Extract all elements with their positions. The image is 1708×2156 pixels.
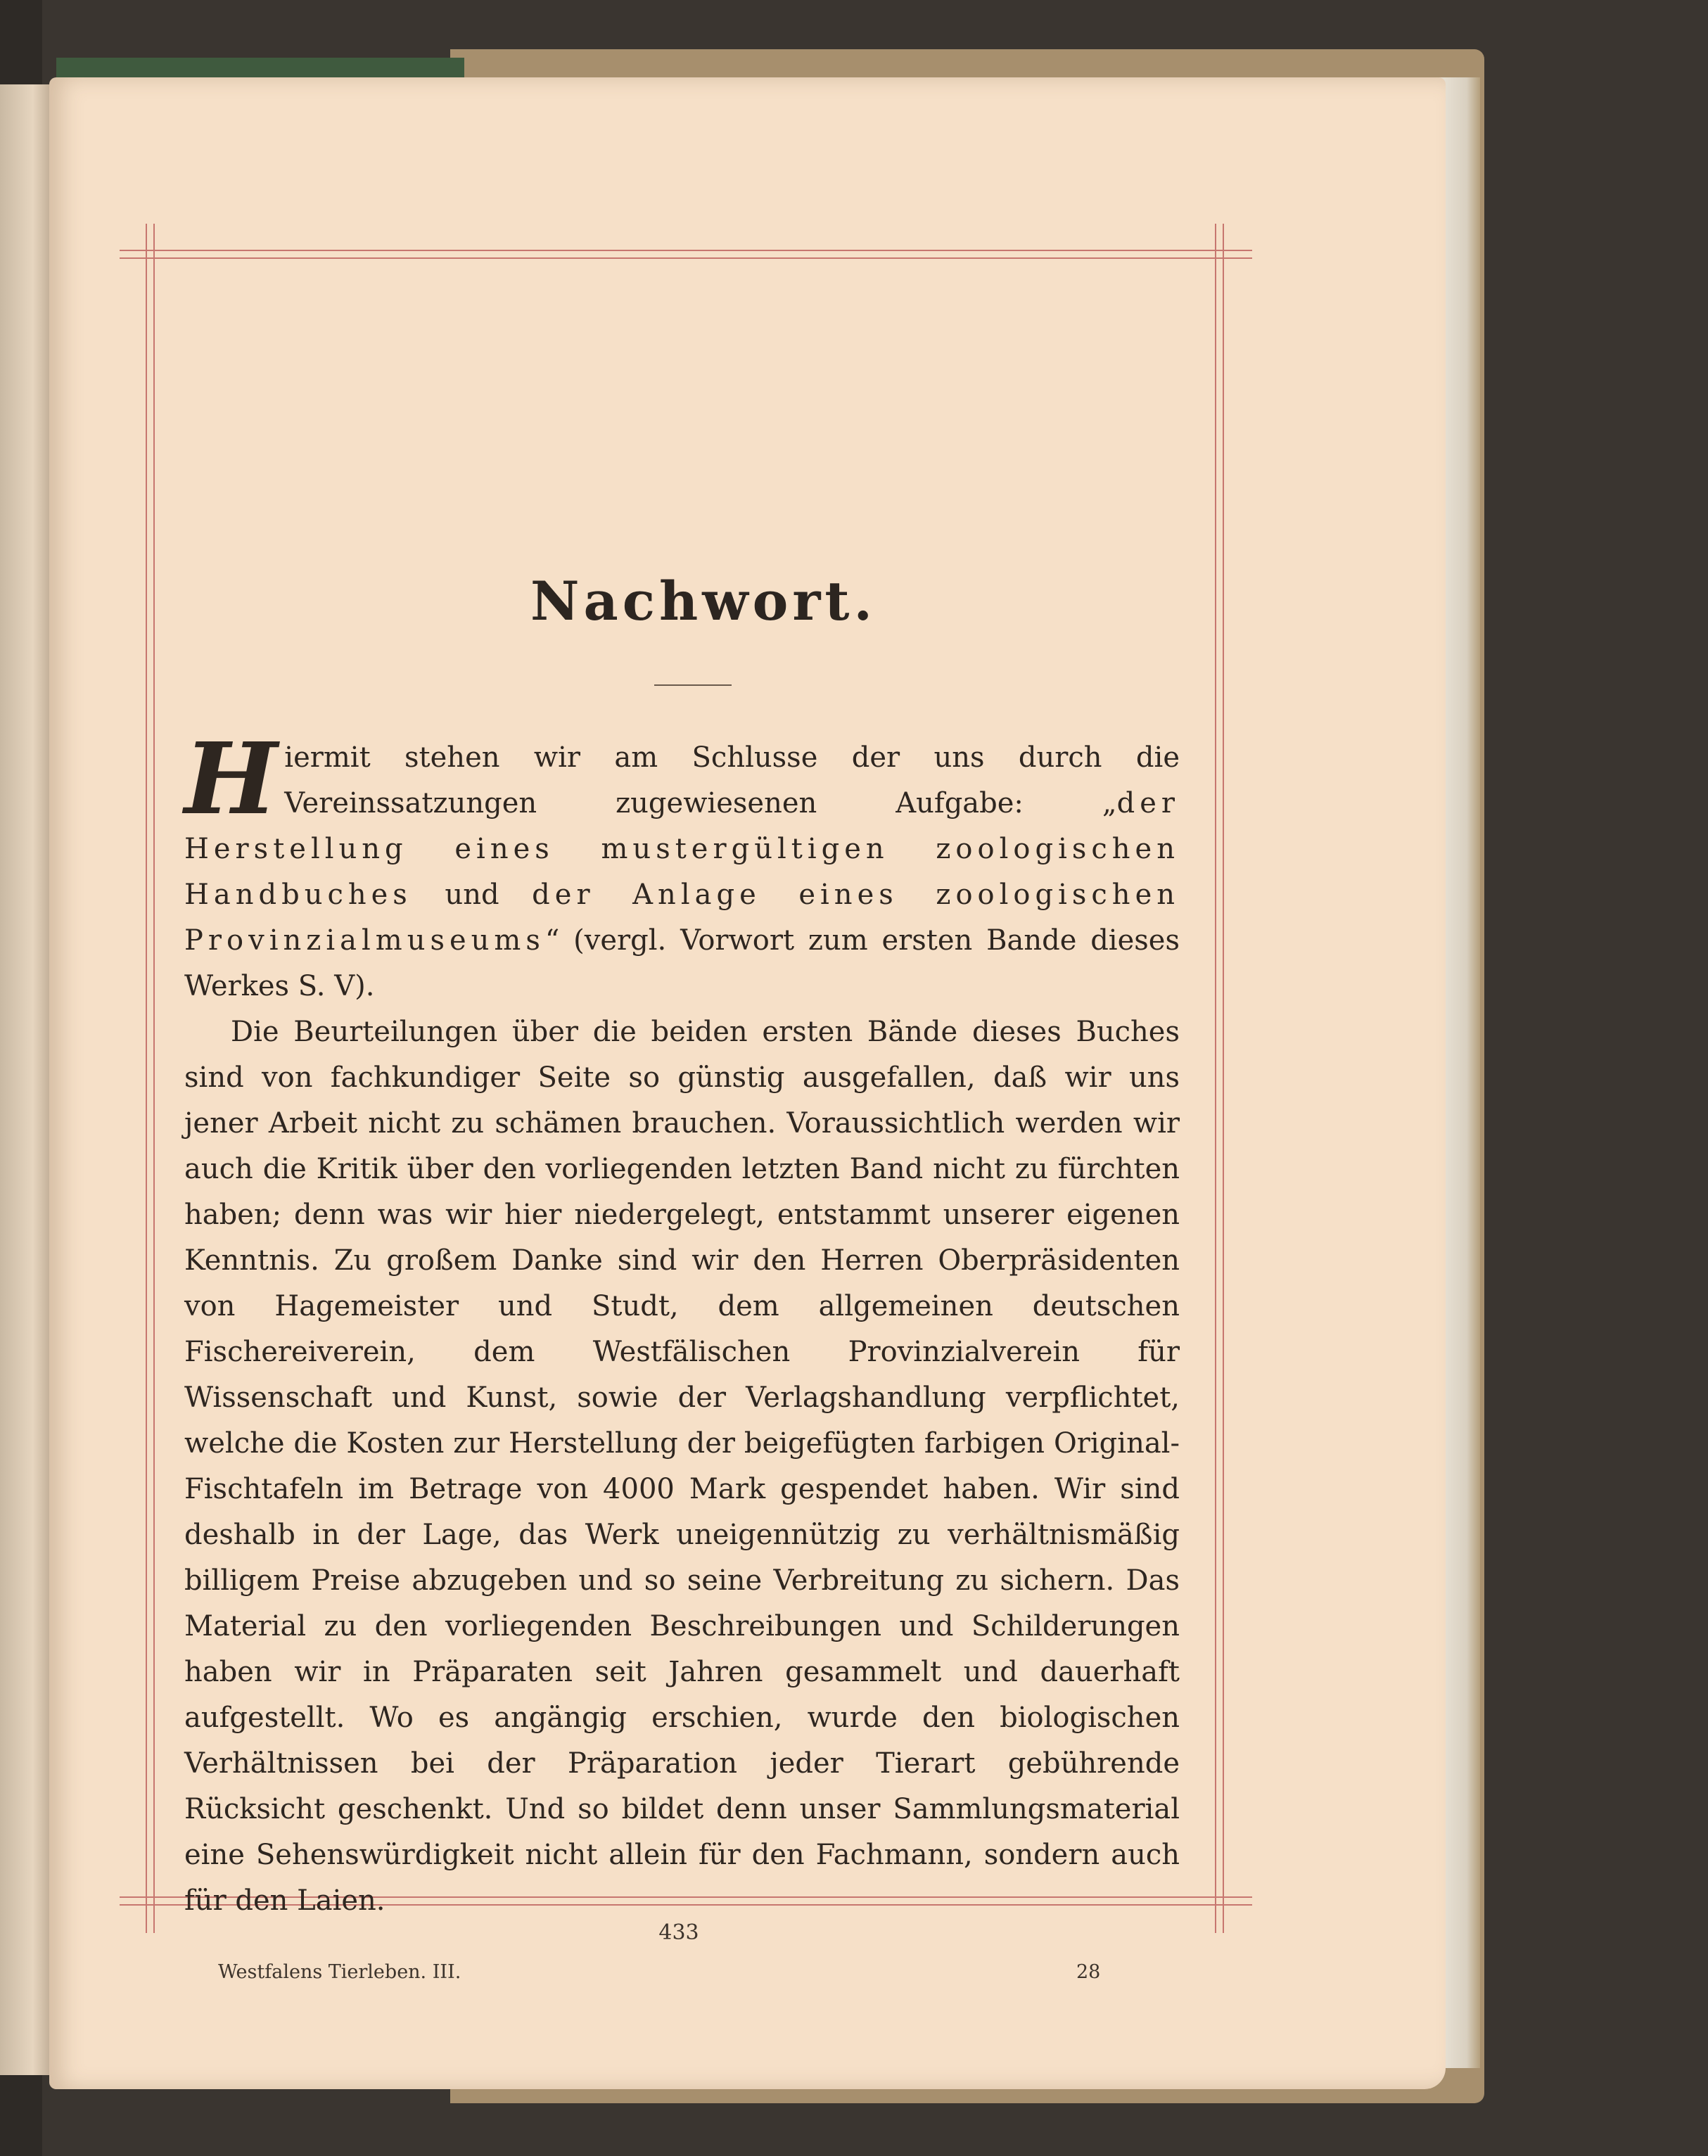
facing-page-edge <box>0 84 55 2075</box>
title-divider <box>654 684 732 686</box>
footer-signature-mark: 28 <box>1076 1961 1101 1983</box>
paragraph-1-opening: iermit stehen wir am Schlusse der uns durch die Vereinssatzungen zugewiesenen Aufgabe: „ <box>284 741 1180 819</box>
footer-book-title: Westfalens Tierleben. III. <box>218 1961 461 1983</box>
drop-capital: H <box>184 722 278 837</box>
paragraph-1-middle: und <box>412 879 533 911</box>
frame-top-line <box>120 250 1252 251</box>
frame-left-line <box>146 224 147 1933</box>
page-title: Nachwort. <box>530 570 877 632</box>
spaced-quote-2: der Anlage eines zoologischen Provinzialmuseums <box>184 879 1180 957</box>
frame-right-line <box>1215 224 1216 1933</box>
paragraph-1-closing: “ (vergl. Vorwort zum ersten Bande dieses Werkes S. V). <box>184 924 1180 1002</box>
frame-left-line-inner <box>153 224 155 1933</box>
page-number: 433 <box>658 1920 699 1945</box>
frame-top-line-inner <box>120 257 1252 259</box>
paragraph-2: Die Beurteilungen über die beiden ersten Bände dieses Buches sind von fachkundiger Seite so günstig ausgefallen, daß wir uns jener Arbeit nicht zu schämen brauchen. Voraussichtlich werden wir auch die Kritik über den vorliegenden letzten Band nicht zu fürchten haben; denn was wir hier niedergelegt, entstammt unserer eigenen Kenntnis. Zu großem Danke sind wir den Herren Oberpräsidenten von Hagemeister und Studt, dem allgemeinen deutschen Fischereiverein, dem Westfälischen Provinzialverein für Wissenschaft und Kunst, sowie der Verlagshandlung verpflichtet, welche die Kosten zur Herstellung der beigefügten farbigen Original-Fischtafeln im Betrage von 4000 Mark gespendet haben. Wir sind deshalb in der Lage, das Werk uneigennützig zu verhältnismäßig billigem Preise abzugeben und so seine Verbreitung zu sichern. Das Material zu den vorliegenden Beschreibungen und Schilderungen haben wir in Präparaten seit Jahren gesammelt und dauerhaft aufgestellt. Wo es angängig erschien, wurde den biologischen Verhältnissen bei der Präparation jeder Tierart gebührende Rücksicht geschenkt. Und so bildet denn unser Sammlungsmaterial eine Sehenswürdigkeit nicht allein für den Fachmann, sondern auch für den Laien. <box>184 1016 1180 1917</box>
paragraph-1 <box>184 722 1180 1009</box>
body-text <box>184 722 1180 1924</box>
frame-right-line-inner <box>1223 224 1224 1933</box>
spaced-quote-1: der Herstellung eines mustergültigen zoologischen Handbuches <box>184 787 1180 911</box>
